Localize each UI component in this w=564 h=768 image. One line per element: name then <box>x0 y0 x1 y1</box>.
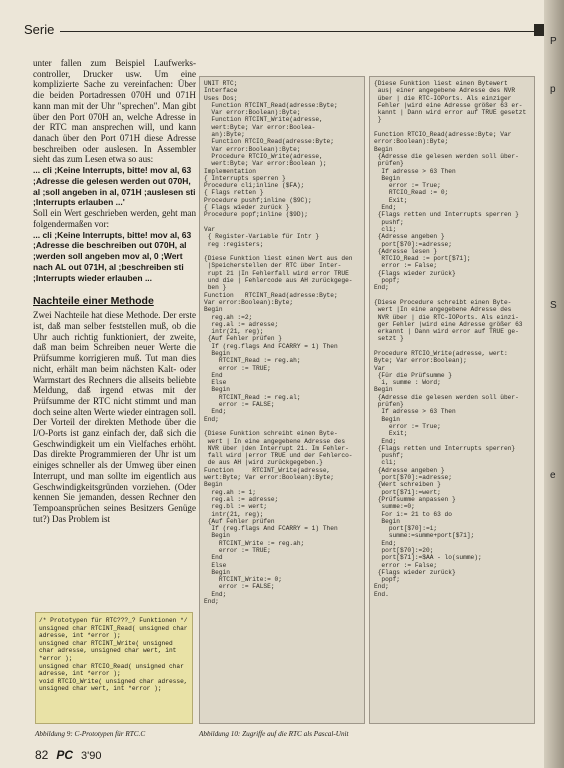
section-title: Serie <box>24 22 60 37</box>
figure-10-caption: Abbildung 10: Zugriffe auf die RTC als Pascal-Unit <box>199 730 349 738</box>
edge-letter-b: p <box>550 84 556 95</box>
c-prototype-listing: /* Prototypen für RTC???_? Funktionen */ unsigned char RTCINT_Read( unsigned char adresse, int *error ); unsigned char RTCINT_Write( unsigned char adresse, unsigned char wert, int *error ); unsigned char RTCIO_Read( unsigned char adresse, int *error ); void RTCIO_Write( unsigned char adresse, unsigned char wert, int *error ); <box>35 612 193 724</box>
paragraph-4: Der Vorteil der direkten Methode über die I/O-Ports ist ganz einfach der, daß sich die Geschwindigkeit um ein Vielfaches erhöht. Das direkte Programmieren der Uhr ist um einiges schneller als der Umweg über einen Interrupt, und man sollte im eigentlich aus Geschwindigkeitsgründen vorziehen. (Oder kennen Sie jemanden, dessen Rechner den Tempoansprüchen seines Besitzers Genüge tut?) Das Problem ist <box>33 417 196 524</box>
paragraph-2: Soll ein Wert geschrieben werden, geht man folgendermaßen vor: <box>33 208 196 229</box>
subheading: Nachteile einer Methode <box>33 294 154 307</box>
issue-number: 3'90 <box>81 750 102 762</box>
page-number: 82 <box>35 748 49 762</box>
paragraph-1: unter fallen zum Beispiel Laufwerks-controller, Drucker usw. Um eine komplizierte Sache zu vereinfachen: Über die beiden Portadressen 070H und 071H kann man mit der Uhr "sprechen". Man gibt über den Port 070H an, welche Adresse in der RTC man ansprechen will, und kann danach über den Port 071H diese Adresse beschreiben oder auslesen. In Assembler sieht das zum Lesen etwa so aus: <box>33 58 196 165</box>
header-rule <box>24 31 544 32</box>
edge-letter-d: e <box>550 470 556 481</box>
header-marker <box>534 24 544 36</box>
edge-letter-c: S <box>550 300 557 311</box>
section-header <box>24 22 544 38</box>
assembler-write-code: ... cli ;Keine Interrupts, bitte! mov al, 63 ;Adresse die beschreiben out 070H, al ;werden soll angeben mov al, 0 ;Wert nach AL out 071H, al ;beschreiben sti ;Interrupts wieder erlauben ... <box>33 229 192 283</box>
assembler-read-code: ... cli ;Keine Interrupts, bitte! mov al, 63 ;Adresse die gelesen werden out 070H, al ;soll angeben in al, 071H ;auslesen sti ;Interrupts erlauben ...' <box>33 165 196 208</box>
next-page-edge <box>544 0 564 768</box>
page-footer <box>35 748 101 762</box>
edge-letter-a: P <box>550 36 557 47</box>
pascal-listing-part-1: UNIT RTC; Interface Uses Dos; Function RTCINT_Read(adresse:Byte; Var error:Boolean):Byte; Function RTCINT_Write(adresse, wert:Byte; Var error:Boolea- an):Byte; Function RTCIO_Read(adresse:Byte; Var error:Boolean):Byte; Procedure RTCIO_Write(adresse, wert:Byte; Var error:Boolean ); Implementation { Interrupts sperren } Procedure cli;inline ($FA); { Flags retten } Procedure pushf;inline ($9C); { Flags wieder zurück } Procedure popf;inline ($9D); Var { Register-Variable für Intr } reg :registers; {Diese Funktion liest einen Wert aus den |Speicherstellen der RTC über Inter- rupt 21 |In Fehlerfall wird error TRUE und die | Fehlercode aus AH zurückgege- ben } Function RTCINT_Read(adresse:Byte; Var error:Boolean):Byte; Begin reg.ah :=2; reg.al := adresse; intr(21, reg); {Auf Fehler prüfen } If (reg.flags And FCARRY = 1) Then Begin RTCINT_Read := reg.ah; error := TRUE; End Else Begin RTCINT_Read := reg.al; error := FALSE; End; End; {Diese Funktion schreibt einen Byte- wert | In eine angegebene Adresse des NVR über |den Interrupt 21. Im Fehler- fall wird |error TRUE und der Fehlerco- de aus AH |wird zurückgegeben.} Function RTCINT_Write(adresse, wert:Byte; Var error:Boolean):Byte; Begin reg.ah := 1; reg.al := adresse; reg.bl := wert; intr(21, reg); {Auf Fehler prüfen If (reg.flags And FCARRY = 1) Then Begin RTCINT_Write := reg.ah; error := TRUE; End Else Begin RTCINT_Write:= 0; error := FALSE; End; End; <box>199 76 365 724</box>
pascal-listing-part-2: {Diese Funktion liest einen Bytewert aus| einer angegebene Adresse des NVR über | die RTC-IOPorts. Als einziger Fehler |wird eine Adresse größer 63 er- kannt | Dann wird error auf TRUE gesetzt } Function RTCIO_Read(adresse:Byte; Var error:Boolean):Byte; Begin {Adresse die gelesen werden soll über- prüfen} If adresse > 63 Then Begin error := True; RTCIO_Read := 0; Exit; End; {Flags retten und Interrupts sperren } pushf; cli; {Adresse angeben } port[$70]:=adresse; {Adresse lesen } RTCIO_Read := port[$71]; error := False; {Flags wieder zurück} popf; End; {Diese Procedure schreibt einen Byte- wert |In eine angegebene Adresse des NVR über | die RTC-IOPorts. Als einzi- ger Fehler |wird eine Adresse größer 63 erkannt | Dann wird error auf TRUE ge- setzt } Procedure RTCIO_Write(adresse, wert: Byte; Var error:Boolean); Var {Für die Prüfsumme } i, summe : Word; Begin {Adresse die gelesen werden soll über- prüfen} If adresse > 63 Then Begin error := True; Exit; End; {Flags retten und Interrupts sperren} pushf; cli; {Adresse angeben } port[$70]:=adresse; {Wert schreiben } port[$71]:=wert; {Prüfsumme anpassen } summe:=0; For i:= 21 to 63 do Begin port[$70]:=i; summe:=summe+port[$71]; End; port[$70]:=20; port[$71]:=$AA - lo(summe); error := False; {Flags wieder zurück} popf; End; End. <box>369 76 535 724</box>
body-text-column <box>33 58 196 524</box>
magazine-logo: PC <box>56 748 74 762</box>
figure-9-caption: Abbildung 9: C-Prototypen für RTC.C <box>35 730 146 738</box>
paragraph-3: Zwei Nachteile hat diese Methode. Der erste ist, daß man selber feststellen muß, ob die Uhr auch richtig funktioniert, der zweite, daß man beim Schreiben neuer Werte die Prüfsumme korrigieren muß. Tut man dies nicht, erhält man beim nächsten Kalt- oder Warmstart des Rechners die allseits beliebte Meldung, daß irgend etwas mit der Prüfsumme der RTC nicht stimmt und man doch seine alten Werte wieder eintragen soll. <box>33 310 196 417</box>
